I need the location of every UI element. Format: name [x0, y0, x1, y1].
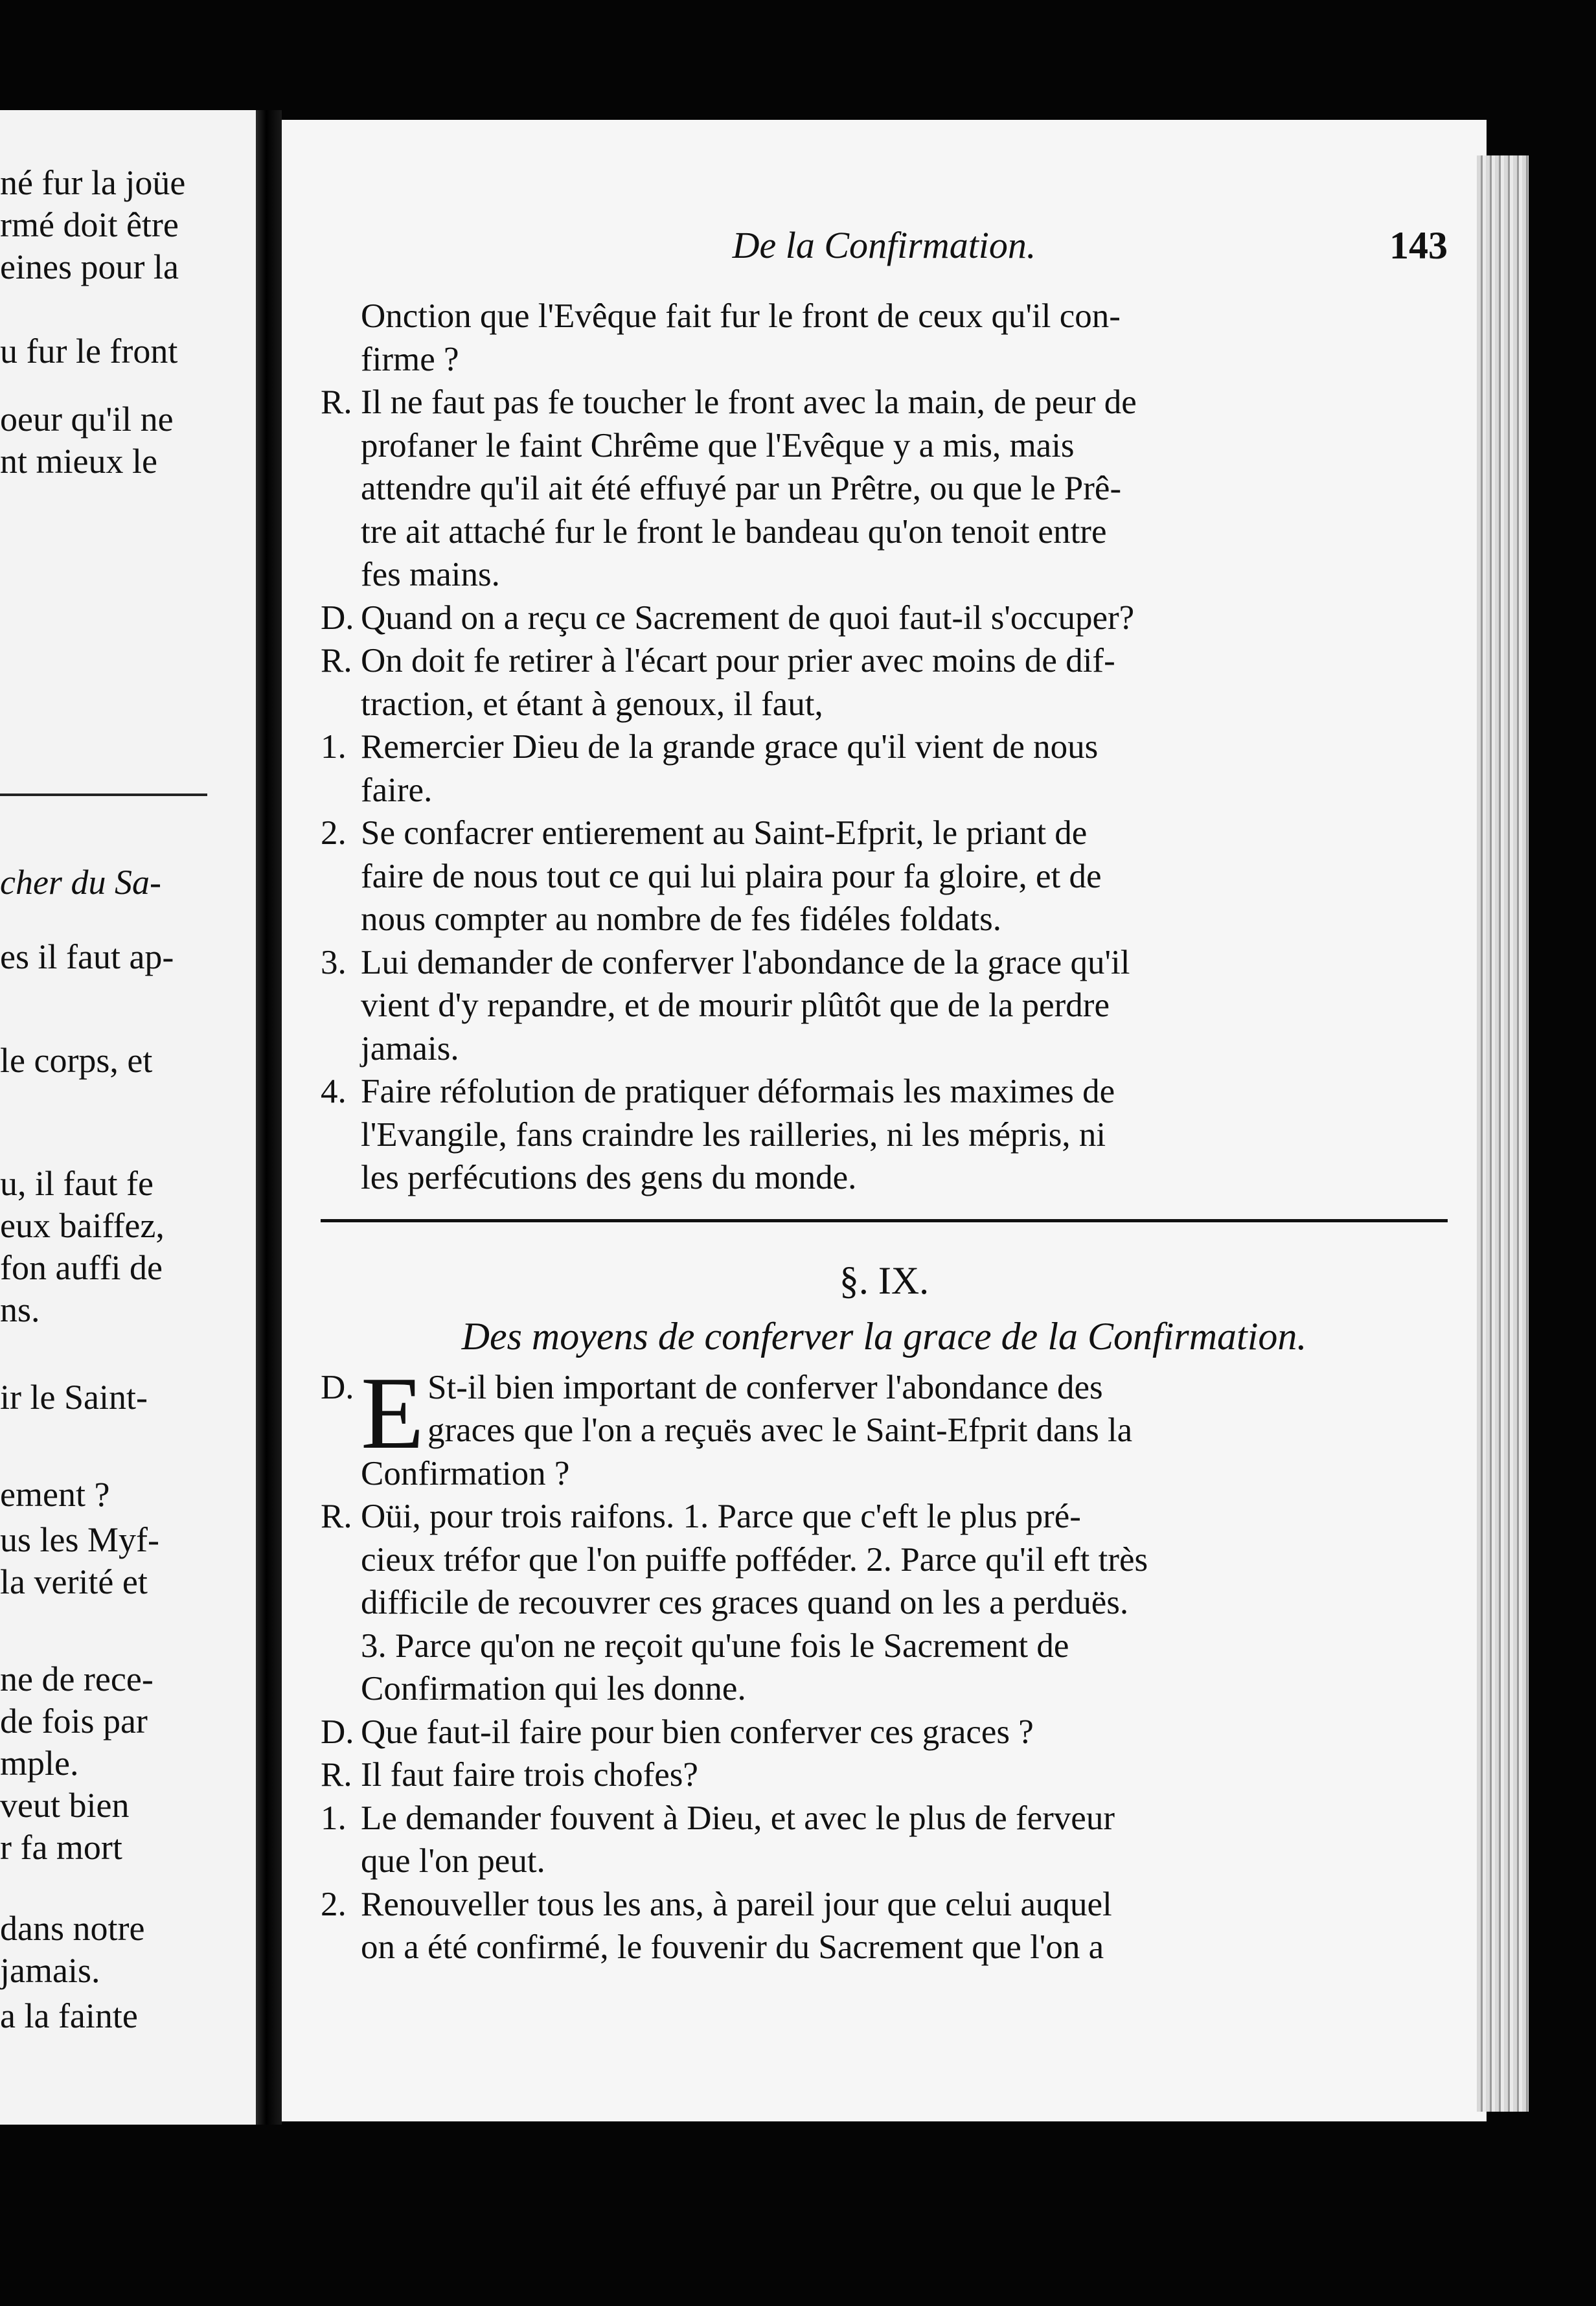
line-text: fes mains.	[361, 556, 500, 593]
text-line	[321, 769, 1448, 812]
left-fragment-line: jamais.	[0, 1951, 100, 1990]
line-label: 1.	[321, 1799, 347, 1837]
line-text: Il ne faut pas fe toucher le front avec la main, de peur de	[361, 383, 1137, 421]
line-text: graces que l'on a reçuës avec le Saint-Efprit dans la	[428, 1411, 1133, 1449]
line-text: cieux tréfor que l'on puiffe pofféder. 2. Parce qu'il eft très	[361, 1540, 1148, 1579]
line-text: Se confacrer entierement au Saint-Efprit, le priant de	[361, 814, 1088, 852]
text-line	[321, 1495, 1448, 1538]
left-fragment-line: cher du Sa-	[0, 863, 161, 902]
line-text: On doit fe retirer à l'écart pour prier avec moins de dif-	[361, 642, 1115, 679]
text-line	[321, 1625, 1448, 1668]
left-fragment-line: le corps, et	[0, 1041, 153, 1080]
line-label: R.	[321, 642, 352, 679]
line-text: 3. Parce qu'on ne reçoit qu'une fois le Sacrement de	[361, 1627, 1069, 1665]
left-fragment-line: fon auffi de	[0, 1248, 163, 1287]
left-fragment-line: la verité et	[0, 1562, 148, 1601]
left-fragment-line: u fur le front	[0, 332, 178, 371]
text-line	[321, 639, 1448, 683]
text-line	[321, 1409, 1448, 1452]
line-label: D.	[321, 599, 354, 637]
text-line	[321, 1581, 1448, 1625]
text-line	[321, 1711, 1448, 1754]
line-label: 1.	[321, 728, 347, 766]
text-line	[321, 1797, 1448, 1840]
section-subtitle: Des moyens de conferver la grace de la Confirmation.	[461, 1314, 1307, 1358]
line-text: Il faut faire trois chofes?	[361, 1756, 698, 1794]
line-label: 2.	[321, 1885, 347, 1923]
text-line	[321, 1156, 1448, 1200]
left-fragment-line: eux baiffez,	[0, 1206, 165, 1245]
text-line	[321, 1452, 1448, 1496]
line-text: Confirmation ?	[361, 1454, 570, 1492]
line-text: firme ?	[361, 340, 459, 378]
page-header	[321, 223, 1448, 295]
left-fragment-line: a la fainte	[0, 1996, 138, 2035]
line-text: faire de nous tout ce qui lui plaira pour fa gloire, et de	[361, 857, 1102, 895]
line-text: Oüi, pour trois raifons. 1. Parce que c'eft le plus pré-	[361, 1498, 1081, 1535]
line-text: Renouveller tous les ans, à pareil jour que celui auquel	[361, 1885, 1112, 1923]
text-line	[321, 1113, 1448, 1157]
text-line	[321, 597, 1448, 640]
text-line	[321, 725, 1448, 769]
line-text: faire.	[361, 771, 433, 809]
line-text: Lui demander de conferver l'abondance de la grace qu'il	[361, 943, 1130, 981]
left-fragment-line: de fois par	[0, 1702, 148, 1741]
text-line	[321, 1840, 1448, 1883]
left-fragment-line: u, il faut fe	[0, 1164, 154, 1203]
line-label: R.	[321, 1756, 352, 1794]
line-text: profaner le faint Chrême que l'Evêque y a mis, mais	[361, 426, 1075, 464]
text-line	[321, 984, 1448, 1027]
line-text: Remercier Dieu de la grande grace qu'il vient de nous	[361, 728, 1099, 766]
bottom-text-block	[321, 1452, 1448, 1969]
left-fragment-line: veut bien	[0, 1786, 130, 1825]
previous-page-fragment	[0, 110, 256, 2125]
text-line	[321, 1070, 1448, 1113]
dropcap-paragraph	[321, 1354, 1448, 1470]
line-label: R.	[321, 1498, 352, 1535]
text-line	[321, 424, 1448, 468]
text-line	[321, 812, 1448, 855]
running-head: De la Confirmation.	[732, 224, 1036, 266]
left-fragment-line: nt mieux le	[0, 442, 157, 481]
text-line	[321, 338, 1448, 382]
left-fragment-line: ne de rece-	[0, 1660, 154, 1698]
page-number: 143	[1389, 224, 1448, 267]
line-text: vient d'y repandre, et de mourir plûtôt que de la perdre	[361, 987, 1110, 1024]
text-line	[321, 467, 1448, 510]
page-content	[321, 223, 1448, 1969]
left-fragment-line: rmé doit être	[0, 205, 179, 244]
text-line	[321, 855, 1448, 898]
text-line	[321, 1753, 1448, 1797]
line-text: St-il bien important de conferver l'abondance des	[428, 1368, 1103, 1406]
dropcap-letter: E	[361, 1354, 424, 1470]
line-label: 3.	[321, 943, 347, 981]
left-fragment-line: ir le Saint-	[0, 1378, 148, 1417]
left-fragment-line: oeur qu'il ne	[0, 400, 174, 439]
section-title: §. IX.	[839, 1259, 929, 1302]
left-fragment-line: ement ?	[0, 1475, 110, 1514]
section-divider	[321, 1219, 1448, 1222]
line-text: l'Evangile, fans craindre les railleries, ni les mépris, ni	[361, 1115, 1106, 1154]
left-fragment-line: r fa mort	[0, 1828, 122, 1867]
text-line	[321, 553, 1448, 597]
text-line	[321, 1667, 1448, 1711]
line-text: jamais.	[361, 1029, 459, 1067]
line-text: nous compter au nombre de fes fidéles foldats.	[361, 900, 1002, 938]
left-divider	[0, 793, 207, 796]
left-fragment-line: us les Myf-	[0, 1520, 159, 1559]
page-stack-edge	[1477, 155, 1529, 2112]
top-text-block	[321, 295, 1448, 1200]
line-text: Onction que l'Evêque fait fur le front de ceux qu'il con-	[361, 297, 1121, 335]
book-page	[282, 120, 1487, 2121]
text-line	[321, 1027, 1448, 1071]
text-line	[321, 1366, 1448, 1410]
line-text: tre ait attaché fur le front le bandeau qu'on tenoit entre	[361, 512, 1107, 551]
line-text: Que faut-il faire pour bien conferver ces graces ?	[361, 1713, 1034, 1751]
line-text: attendre qu'il ait été effuyé par un Prêtre, ou que le Prê-	[361, 470, 1122, 507]
line-label: D.	[321, 1713, 354, 1751]
book-gutter	[256, 110, 282, 2125]
line-text: les perfécutions des gens du monde.	[361, 1159, 857, 1196]
left-fragment-line: dans notre	[0, 1909, 145, 1948]
line-text: Faire réfolution de pratiquer déformais les maximes de	[361, 1073, 1115, 1110]
text-line	[321, 1883, 1448, 1926]
text-line	[321, 510, 1448, 554]
left-fragment-line: es il faut ap-	[0, 937, 174, 976]
left-fragment-line: mple.	[0, 1744, 79, 1783]
text-line	[321, 381, 1448, 424]
line-text: on a été confirmé, le fouvenir du Sacrement que l'on a	[361, 1928, 1104, 1966]
line-label: 2.	[321, 814, 347, 852]
left-fragment-line: né fur la joüe	[0, 163, 186, 202]
text-line	[321, 898, 1448, 941]
text-line	[321, 295, 1448, 338]
line-text: Quand on a reçu ce Sacrement de quoi faut-il s'occuper?	[361, 599, 1135, 637]
line-text: Confirmation qui les donne.	[361, 1670, 746, 1707]
line-text: difficile de recouvrer ces graces quand on les a perduës.	[361, 1584, 1129, 1621]
text-line	[321, 1538, 1448, 1582]
line-label: 4.	[321, 1073, 347, 1110]
text-line	[321, 683, 1448, 726]
line-text: que l'on peut.	[361, 1842, 545, 1880]
text-line	[321, 941, 1448, 985]
left-fragment-line: ns.	[0, 1290, 40, 1329]
line-text: traction, et étant à genoux, il faut,	[361, 685, 823, 723]
line-label: R.	[321, 383, 352, 421]
text-line	[321, 1926, 1448, 1969]
line-text: Le demander fouvent à Dieu, et avec le plus de ferveur	[361, 1799, 1115, 1837]
line-label: D.	[321, 1368, 354, 1406]
left-fragment-line: eines pour la	[0, 247, 179, 286]
